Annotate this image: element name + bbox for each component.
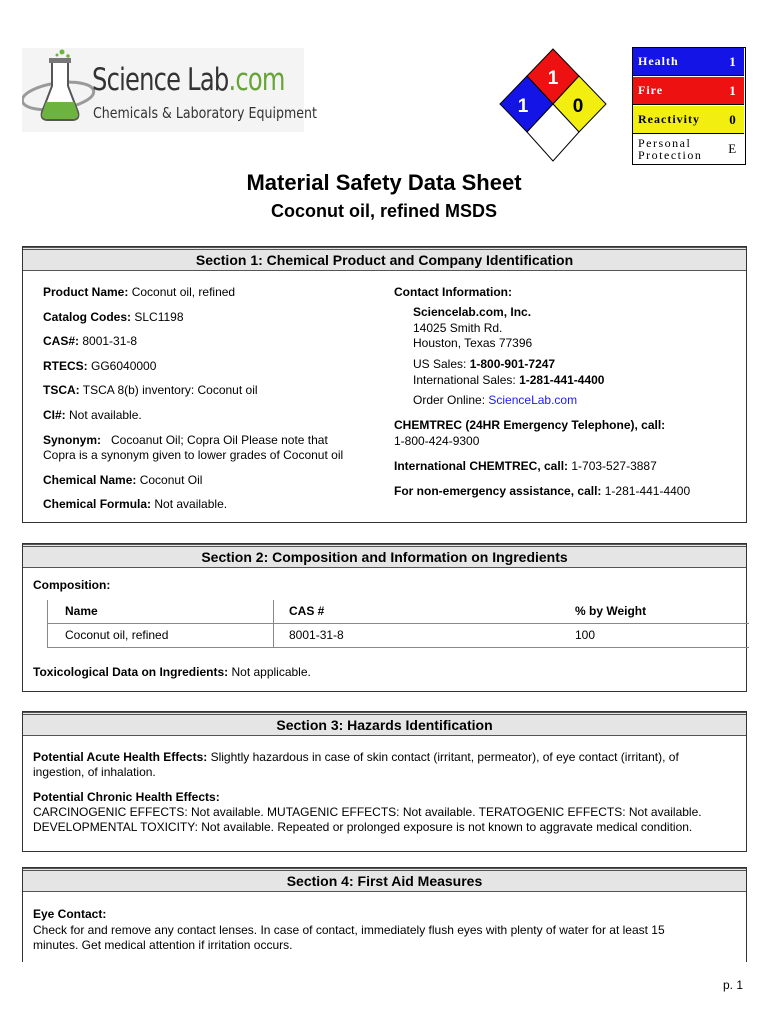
acute-effects-line-2: ingestion, of inhalation. [33, 765, 156, 779]
eye-contact-label [33, 907, 106, 922]
hmis-ppe-row [633, 135, 744, 164]
hmis-rating-table [632, 47, 746, 165]
logo-science: Science [92, 62, 181, 98]
table-header-weight-text: % by Weight [575, 604, 647, 618]
synonym-value-1: Cocoanut Oil; Copra Oil Please note that [101, 433, 328, 447]
chemtrec-label [394, 418, 665, 433]
table-cell-name: Coconut oil, refined [65, 628, 169, 642]
table-cell-cas: 8001-31-8 [289, 628, 344, 642]
nfpa-health-value: 1 [517, 96, 529, 117]
table-divider [47, 623, 749, 624]
us-sales-line [413, 357, 555, 372]
cas-line [43, 334, 137, 349]
tsca-label: TSCA: [43, 383, 80, 397]
logo-lab: Lab [187, 62, 229, 98]
composition-table [47, 600, 749, 648]
ci-value: Not available. [65, 408, 142, 422]
cas-value: 8001-31-8 [79, 334, 138, 348]
hmis-health-value: 1 [729, 53, 737, 69]
toxicological-data-line [33, 665, 311, 680]
catalog-codes-line [43, 310, 184, 325]
acute-effects-label: Potential Acute Health Effects: [33, 750, 208, 764]
hmis-ppe-value: E [728, 141, 738, 156]
chronic-effects-line-2: DEVELOPMENTAL TOXICITY: Not available. Repeated or prolonged exposure is not known to aggravate medical condition. [33, 820, 693, 834]
intl-chemtrec-value: 1-703-527-3887 [568, 459, 657, 473]
table-header-name-text: Name [65, 604, 98, 618]
section-1-heading: Section 1: Chemical Product and Company Identification [23, 247, 746, 271]
chemtrec-phone: 1-800-424-9300 [394, 434, 480, 448]
intl-chemtrec-line [394, 459, 657, 474]
us-sales-label: US Sales: [413, 357, 470, 371]
address-line-2: Houston, Texas 77396 [413, 336, 533, 350]
hmis-health-label: Health [638, 54, 679, 68]
hmis-reactivity-value: 0 [729, 111, 737, 127]
intl-sales-value: 1-281-441-4400 [519, 373, 605, 387]
table-header-cas-text: CAS # [289, 604, 325, 618]
hmis-fire-value: 1 [729, 82, 737, 98]
toxicological-data-value: Not applicable. [228, 665, 311, 679]
hmis-health-row [633, 48, 744, 76]
section-3-heading: Section 3: Hazards Identification [23, 712, 746, 736]
product-name-line [43, 285, 235, 300]
chemical-name-label: Chemical Name: [43, 473, 137, 487]
table-header-cas [289, 604, 324, 619]
section-2 [22, 543, 747, 692]
non-emergency-label: For non-emergency assistance, call: [394, 484, 602, 498]
intl-sales-line [413, 373, 604, 388]
chemical-formula-label: Chemical Formula: [43, 497, 152, 511]
cas-label: CAS#: [43, 334, 80, 348]
eye-contact-label-text: Eye Contact: [33, 907, 107, 921]
sciencelab-link[interactable]: ScienceLab.com [488, 393, 578, 407]
nfpa-diamond [498, 47, 608, 164]
product-name-value: Coconut oil, refined [128, 285, 236, 299]
chemtrec-label-text: CHEMTREC (24HR Emergency Telephone), call: [394, 418, 666, 432]
synonym-line-1 [43, 433, 328, 448]
intl-chemtrec-label: International CHEMTREC, call: [394, 459, 569, 473]
chronic-effects-label-text: Potential Chronic Health Effects: [33, 790, 220, 804]
rtecs-line [43, 359, 156, 374]
ci-line [43, 408, 142, 423]
acute-effects-line-1 [33, 750, 679, 765]
non-emergency-line [394, 484, 690, 499]
hmis-ppe-label [638, 137, 702, 161]
section-4 [22, 867, 747, 962]
chronic-effects-line-1: CARCINOGENIC EFFECTS: Not available. MUTAGENIC EFFECTS: Not available. TERATOGENIC EFFECTS: Not available. [33, 805, 702, 819]
table-header-name [65, 604, 98, 619]
section-1 [22, 246, 747, 523]
order-online-line [413, 393, 577, 408]
logo-tagline: Chemicals & Laboratory Equipment [93, 104, 317, 122]
document-title: Material Safety Data Sheet [246, 170, 522, 195]
contact-info-label-text: Contact Information: [394, 285, 512, 299]
rtecs-label: RTECS: [43, 359, 88, 373]
hmis-fire-row [633, 77, 744, 105]
table-bottom-border [47, 647, 749, 648]
eye-contact-line-2: minutes. Get medical attention if irritation occurs. [33, 938, 293, 952]
section-4-heading: Section 4: First Aid Measures [23, 868, 746, 892]
rtecs-value: GG6040000 [87, 359, 157, 373]
table-header-weight [575, 604, 646, 619]
chemical-name-line [43, 473, 202, 488]
toxicological-data-label: Toxicological Data on Ingredients: [33, 665, 229, 679]
chronic-effects-label [33, 790, 220, 805]
company-name [413, 305, 531, 320]
chemical-formula-value: Not available. [151, 497, 228, 511]
hmis-fire-label: Fire [638, 83, 664, 97]
section-3 [22, 711, 747, 852]
section-2-heading: Section 2: Composition and Information on Ingredients [23, 544, 746, 568]
document-subtitle: Coconut oil, refined MSDS [270, 201, 497, 221]
table-cell-weight: 100 [575, 628, 596, 642]
eye-contact-line-1: Check for and remove any contact lenses. In case of contact, immediately flush eyes with plenty of water for at least 15 [33, 923, 665, 937]
table-column-divider [273, 600, 274, 648]
nfpa-reactivity-value: 0 [572, 96, 584, 117]
tsca-value: TSCA 8(b) inventory: Coconut oil [79, 383, 258, 397]
hmis-ppe-label-line1: Personal [638, 136, 692, 150]
table-left-border [47, 600, 48, 648]
non-emergency-value: 1-281-441-4400 [601, 484, 691, 498]
acute-effects-value: Slightly hazardous in case of skin contact (irritant, permeator), of eye contact (irritant), of [207, 750, 679, 764]
logo-wordmark [92, 62, 285, 98]
composition-label [33, 578, 110, 593]
synonym-label: Synonym: [43, 433, 102, 447]
us-sales-value: 1-800-901-7247 [469, 357, 556, 371]
nfpa-fire-value: 1 [547, 68, 559, 89]
hmis-reactivity-row [633, 106, 744, 134]
chemical-formula-line [43, 497, 227, 512]
ci-label: CI#: [43, 408, 66, 422]
catalog-codes-label: Catalog Codes: [43, 310, 132, 324]
tsca-line [43, 383, 258, 398]
product-name-label: Product Name: [43, 285, 129, 299]
address-line-1: 14025 Smith Rd. [413, 321, 503, 335]
composition-label-text: Composition: [33, 578, 111, 592]
catalog-codes-value: SLC1198 [131, 310, 184, 324]
chemical-name-value: Coconut Oil [136, 473, 203, 487]
hmis-ppe-label-line2: Protection [638, 148, 703, 162]
contact-info-label [394, 285, 512, 300]
intl-sales-label: International Sales: [413, 373, 520, 387]
logo-com: .com [228, 62, 285, 98]
hmis-reactivity-label: Reactivity [638, 112, 700, 126]
order-online-label: Order Online: [413, 393, 489, 407]
page-number: p. 1 [723, 978, 744, 992]
synonym-line-2: Copra is a synonym given to lower grades of Coconut oil [43, 448, 344, 462]
company-name-text: Sciencelab.com, Inc. [413, 305, 532, 319]
